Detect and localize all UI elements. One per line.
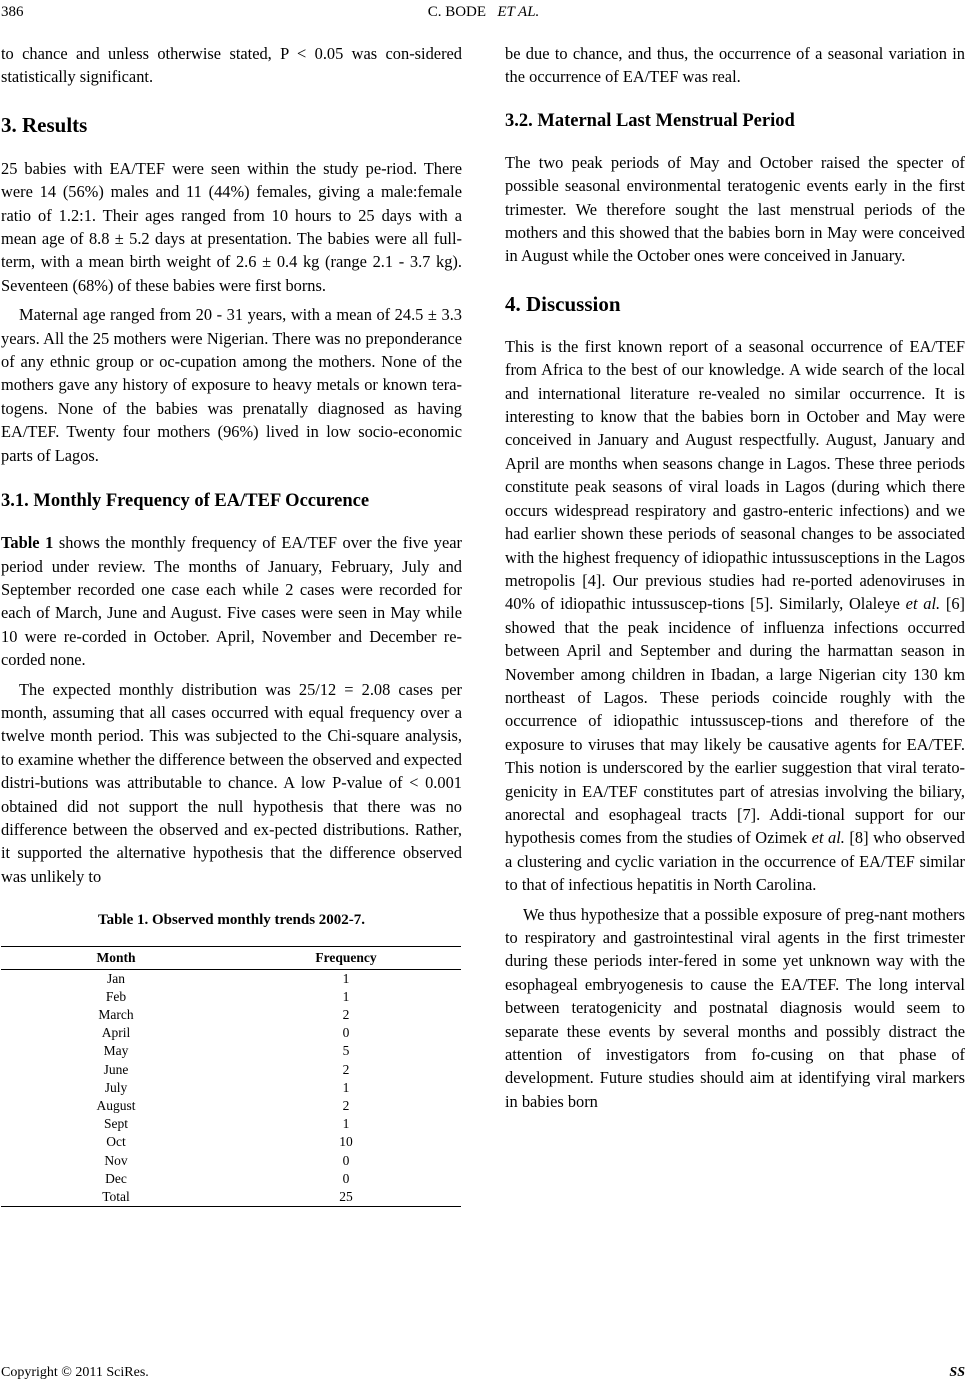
cell-frequency: 0 — [342, 1025, 350, 1041]
column-header-month: Month — [1, 946, 231, 969]
paragraph-methods-end: to chance and unless otherwise stated, P < 0.05 was con-sidered statistically significant. — [1, 44, 462, 87]
cell-frequency: 0 — [342, 1152, 350, 1168]
cell-frequency: 2 — [342, 1061, 350, 1077]
paragraph-discussion-1-part-b: [6] showed that the peak incidence of influenza infections occurred between April and September and during the harmattan season in November among children in Ibadan, a large Nigerian city 130 km northeast of Lagos. These periods coincide roughly with the occurrence of idiopathic intussuscep-tions and therefore of the exposure to viruses that may likely be causative agents for EA/TEF. This notion is underscored by the earlier suggestion that viral terato-genicity in EA/TEF constitutes part of atresias involving the biliary, anorectal and esophageal tracts [7]. Addi-tional support for our hypothesis comes from the studies of Ozimek — [505, 594, 965, 848]
et-al-olaleye: et al. — [905, 594, 941, 614]
cell-frequency: 2 — [342, 1007, 350, 1022]
page-header — [0, 4, 967, 24]
cell-frequency: 1 — [342, 1116, 350, 1132]
cell-month: Feb — [105, 988, 127, 1004]
cell-frequency: 0 — [342, 1170, 350, 1186]
paragraph-results-1: 25 babies with EA/TEF were seen within the study pe-riod. There were 14 (56%) males and 11 (44%) females, giving a male:female ratio of 1.2:1. Their ages ranged from 10 hours to 25 days with a mean age of 8.8 ± 5.2 days at presentation. The babies were all full-term, with a mean birth weight of 2.6 ± 0.4 kg (range 2.1 - 3.7 kg). Seventeen (68%) of these babies were first borns. — [1, 158, 462, 295]
cell-frequency: 1 — [342, 988, 350, 1004]
table-row — [1, 1170, 461, 1188]
cell-frequency: 1 — [342, 970, 350, 986]
paragraph-discussion-1-part-c: [8] who observed a clustering and cyclic variation in the occurrence of EA/TEF similar to that of infectious hepatitis in North Carolina. — [505, 828, 965, 895]
running-title — [0, 4, 967, 21]
cell-month: Sept — [103, 1116, 128, 1132]
table-reference: Table 1 — [1, 533, 54, 553]
left-column — [1, 42, 462, 1207]
paragraph-discussion-1-part-a: This is the first known report of a seasonal occurrence of EA/TEF from Africa to the best of our knowledge. A wide search of the local and international literature re-vealed no similar occurrence. It is interesting to know that the babies born in October and May were conceived in January and August respectfully. August, January and April are months when seasons change in Lagos. These three periods constitute peak seasons of viral loads in Lagos (during which there occurs widespread respiratory and gastro-enteric infections) and we had earlier shown these periods of seasonal changes to be associated with the highest frequency of idiopathic intussusceptions in the Lagos metropolis [4]. Our previous studies had re-ported adenoviruses in 40% of idiopathic intussuscep-tions [5]. Similarly, Olaleye — [505, 336, 965, 614]
table-row — [1, 988, 461, 1006]
cell-month-total: Total — [1, 1188, 231, 1207]
table-header-row — [1, 946, 461, 969]
table-row — [1, 1133, 461, 1151]
paragraph-maternal-lmp: The two peak periods of May and October raised the specter of possible seasonal environmental teratogenic events early in the first trimester. We therefore sought the last menstrual periods of the mothers and this showed that the babies born in May were conceived in August while the October ones were conceived in January. — [505, 152, 965, 266]
cell-month: Jan — [107, 970, 125, 986]
heading-results: 3. Results — [1, 112, 88, 137]
right-column — [505, 42, 965, 1113]
cell-frequency: 1 — [342, 1079, 350, 1095]
paragraph-monthly-frequency-1-text: shows the monthly frequency of EA/TEF over the five year period under review. The months of January, February, July and September recorded one case each while 2 cases were recorded for each of March, June and August. Five cases were seen in May while 10 were re-corded in October. April, November and December re-corded none. — [1, 533, 462, 670]
paragraph-analysis-end: be due to chance, and thus, the occurrence of a seasonal variation in the occurrence of EA/TEF was real. — [505, 44, 965, 87]
cell-month: Nov — [104, 1152, 128, 1168]
cell-month: March — [98, 1007, 134, 1022]
table-row — [1, 1079, 461, 1097]
paragraph-monthly-frequency-1 — [1, 531, 462, 671]
running-title-authors: C. BODE — [427, 4, 487, 20]
table-row — [1, 1115, 461, 1133]
cell-month: June — [103, 1061, 129, 1077]
table-row — [1, 1061, 461, 1079]
cell-month: April — [101, 1025, 131, 1041]
heading-monthly-frequency: 3.1. Monthly Frequency of EA/TEF Occurence — [1, 491, 370, 512]
cell-month: Dec — [105, 1170, 127, 1186]
paragraph-results-2: Maternal age ranged from 20 - 31 years, with a mean of 24.5 ± 3.3 years. All the 25 mothers were Nigerian. There was no preponderance of any ethnic group or oc-cupation among the mothers. None of the mothers gave any history of exposure to heavy metals or known tera-togens. None of the babies was prenatally diagnosed as having EA/TEF. Twenty four mothers (96%) lived in low socio-economic parts of Lagos. — [1, 305, 462, 465]
cell-frequency: 2 — [342, 1098, 350, 1114]
et-al-ozimek: et al. — [811, 828, 845, 848]
cell-month: August — [96, 1098, 136, 1114]
copyright-notice: Copyright © 2011 SciRes. — [1, 1365, 149, 1380]
table-row — [1, 1042, 461, 1060]
running-title-etal: ET AL. — [497, 4, 540, 20]
heading-maternal-lmp: 3.2. Maternal Last Menstrual Period — [505, 110, 795, 131]
table-row — [1, 1097, 461, 1115]
cell-month: Oct — [106, 1134, 126, 1150]
table-row — [1, 1006, 461, 1024]
table-row — [1, 1024, 461, 1042]
column-header-frequency: Frequency — [231, 946, 461, 969]
paragraph-discussion-2: We thus hypothesize that a possible exposure of preg-nant mothers to respiratory and gastrointestinal viral agents in the first trimester during these periods inter-fered in some yet unknown way with the esophageal embryogenesis to cause the EA/TEF. The long interval between teratogenicity and postnatal diagnosis would seem to separate these events by several months and possibly distract the attention of investigators from fo-cusing on that phase of development. Future studies should aim at identifying viral markers in babies born — [505, 904, 965, 1111]
paragraph-discussion-1 — [505, 335, 965, 897]
observed-trends-table — [1, 946, 461, 1208]
page-number: 386 — [1, 4, 24, 20]
paragraph-monthly-frequency-2: The expected monthly distribution was 25/12 = 2.08 cases per month, assuming that all cases occurred with equal frequency over a twelve month period. This was subjected to the Chi-square analysis, to examine whether the difference between the observed and expected distri-butions was attributable to chance. A low P-value of < 0.001 obtained did not support the null hypothesis that there was no difference between the observed and ex-pected distributions. Rather, it supported the alternative hypothesis that the difference observed was unlikely to — [1, 679, 462, 886]
table-row — [1, 1152, 461, 1170]
cell-frequency-total: 25 — [231, 1188, 461, 1207]
table-total-row — [1, 1188, 461, 1207]
cell-month: July — [104, 1079, 128, 1095]
heading-discussion: 4. Discussion — [505, 291, 621, 316]
cell-frequency: 10 — [339, 1134, 353, 1150]
cell-month: May — [103, 1043, 129, 1059]
table-row — [1, 969, 461, 988]
table-caption: Table 1. Observed monthly trends 2002-7. — [97, 912, 366, 929]
journal-abbreviation: SS — [949, 1365, 965, 1380]
cell-frequency: 5 — [342, 1043, 350, 1059]
